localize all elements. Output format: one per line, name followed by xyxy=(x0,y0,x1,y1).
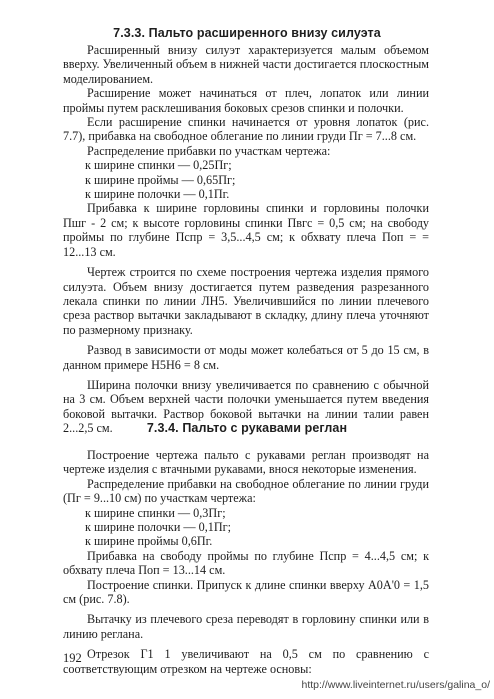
paragraph: Вытачку из плечевого среза переводят в горловину спинки или в линию реглана. xyxy=(63,612,429,641)
paragraph: Ширина полочки внизу увеличивается по сравнению с обычной на 3 см. Объем верхней части полочки уменьшается путем введения боковой вытачки. Раствор боковой вытачки на линии талии равен 2...2,5 см. xyxy=(63,377,429,436)
list-item: к ширине спинки — 0,25Пг; xyxy=(85,158,232,173)
list-item: к ширине полочки — 0,1Пг. xyxy=(85,187,230,202)
paragraph: Прибавка к ширине горловины спинки и горловины полочки Пшг - 2 см; к высоте горловины спинки Пвгс = 0,5 см; на свободу проймы по глубине Пспр = 3,5...4,5 см; к обхвату плеча Поп = = 12...13 см. xyxy=(63,201,429,259)
list-item: к ширине полочки — 0,1Пг; xyxy=(85,520,232,535)
section-heading-7-3-4: 7.3.4. Пальто с рукавами реглан xyxy=(146,421,348,435)
paragraph: Построение чертежа пальто с рукавами реглан производят на чертеже изделия с втачными рукавами, внося некоторые изменения. xyxy=(63,448,429,477)
paragraph: Расширение может начинаться от плеч, лопаток или линии проймы путем расклешивания боковых срезов спинки и полочки. xyxy=(63,86,429,115)
section-heading-7-3-3: 7.3.3. Пальто расширенного внизу силуэта xyxy=(113,26,381,40)
list-item: к ширине спинки — 0,3Пг; xyxy=(85,505,226,520)
paragraph: Прибавка на свободу проймы по глубине Пспр = 4...4,5 см; к обхвату плеча Поп = 13...14 см. xyxy=(63,548,429,578)
list-item: к ширине проймы — 0,65Пг; xyxy=(85,172,236,187)
paragraph: Чертеж строится по схеме построения чертежа изделия прямого силуэта. Объем внизу достигается путем разведения разрезанного лекала спинки по линии ЛН5. Увеличившийся по линии плечевого среза раствор вытачки закладывают в складку, длину плеча уточняют по размерному признаку. xyxy=(63,265,429,337)
paragraph: Расширенный внизу силуэт характеризуется малым объемом вверху. Увеличенный объем в нижней части достигается плоскостным моделированием. xyxy=(63,43,429,86)
source-url: http://www.liveinternet.ru/users/galina_o/ xyxy=(301,679,490,691)
paragraph: Построение спинки. Припуск к длине спинки вверху А0А'0 = 1,5 см (рис. 7.8). xyxy=(63,577,429,607)
page-number: 192 xyxy=(63,651,82,665)
paragraph: Развод в зависимости от моды может колебаться от 5 до 15 см, в данном примере Н5Н6 = 8 см. xyxy=(63,343,429,372)
paragraph: Распределение прибавки по участкам чертежа: xyxy=(87,143,331,158)
paragraph: Распределение прибавки на свободное облегание по линии груди (Пг = 9...10 см) по участкам чертежа: xyxy=(63,476,429,506)
section-7-3-3-body xyxy=(63,43,429,436)
paragraph: Отрезок Г1 1 увеличивают на 0,5 см по сравнению с соответствующим отрезком на чертеже основы: xyxy=(63,647,429,676)
paragraph: Если расширение спинки начинается от уровня лопаток (рис. 7.7), прибавка на свободное облегание по линии груди Пг = 7...8 см. xyxy=(63,115,429,144)
list-item: к ширине проймы 0,6Пг. xyxy=(85,534,213,549)
section-7-3-4-body xyxy=(63,448,429,676)
